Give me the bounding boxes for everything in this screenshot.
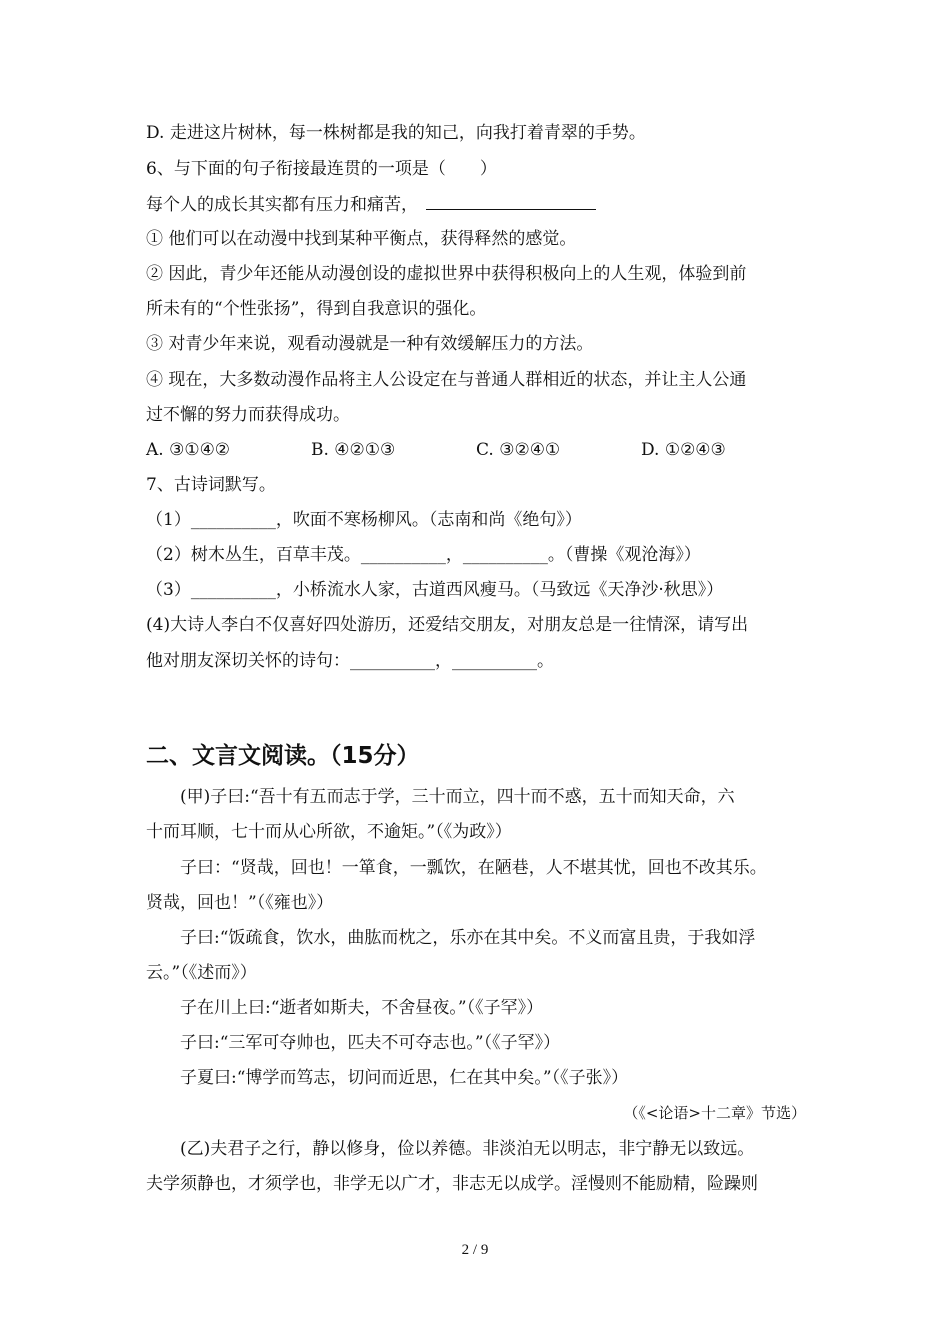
q6-item: 过不懈的努力而获得成功。 [146, 405, 350, 425]
passage-line: 十而耳顺，七十而从心所欲，不逾矩。”（《为政》） [146, 822, 512, 842]
passage-line: 贤哉，回也！”（《雍也》） [146, 893, 334, 913]
q7-line: （2）树木丛生，百草丰茂。__________，__________。（曹操《观沧海》） [146, 545, 701, 565]
q6-answer-blank[interactable] [426, 192, 596, 210]
q6-item: ④ 现在，大多数动漫作品将主人公设定在与普通人群相近的状态，并让主人公通 [146, 370, 747, 390]
q6-option-b[interactable]: B. ④②①③ [311, 440, 396, 460]
passage-line: 子夏曰:“博学而笃志，切问而近思，仁在其中矣。”（《子张》） [180, 1068, 629, 1088]
passage-line: (甲)子曰:“吾十有五而志于学，三十而立，四十而不惑，五十而知天命，六 [180, 787, 735, 807]
passage-line: 子曰:“三军可夺帅也，匹夫不可夺志也。”（《子罕》） [180, 1033, 561, 1053]
q6-options [146, 438, 726, 462]
passage-b-line: 夫学须静也，才须学也，非学无以广才，非志无以成学。淫慢则不能励精，险躁则 [146, 1174, 758, 1194]
q6-option-c[interactable]: C. ③②④① [476, 440, 561, 460]
section-heading: 二、文言文阅读。（15分） [146, 743, 420, 769]
q6-stem: 6、与下面的句子衔接最连贯的一项是（ ） [146, 159, 497, 179]
q7-line: （3）__________，小桥流水人家，古道西风瘦马。（马致远《天净沙·秋思》） [146, 580, 724, 600]
source-note: （《<论语>十二章》节选） [623, 1104, 806, 1122]
q6-item: ③ 对青少年来说，观看动漫就是一种有效缓解压力的方法。 [146, 334, 594, 354]
passage-line: 云。”（《述而》） [146, 963, 257, 983]
page-number: 2 / 9 [461, 1242, 489, 1258]
q6-item: 所未有的“个性张扬”，得到自我意识的强化。 [146, 299, 487, 319]
q7-line: (4)大诗人李白不仅喜好四处游历，还爱结交朋友，对朋友总是一往情深，请写出 [146, 615, 749, 635]
q5-option-d: D. 走进这片树林，每一株树都是我的知己，向我打着青翠的手势。 [146, 123, 646, 143]
passage-line: 子在川上曰:“逝者如斯夫，不舍昼夜。”（《子罕》） [180, 998, 544, 1018]
q6-sentence-text: 每个人的成长其实都有压力和痛苦， [146, 195, 418, 215]
q6-option-a[interactable]: A. ③①④② [146, 440, 231, 460]
q6-item: ① 他们可以在动漫中找到某种平衡点，获得释然的感觉。 [146, 229, 577, 249]
passage-line: 子曰：“贤哉，回也！一箪食，一瓢饮，在陋巷，人不堪其忧，回也不改其乐。 [180, 858, 767, 878]
q7-line: 他对朋友深切关怀的诗句：__________，__________。 [146, 651, 554, 671]
passage-line: 子曰:“饭疏食，饮水，曲肱而枕之，乐亦在其中矣。不义而富且贵，于我如浮 [180, 928, 756, 948]
q7-stem: 7、古诗词默写。 [146, 475, 276, 495]
q6-item: ② 因此，青少年还能从动漫创设的虚拟世界中获得积极向上的人生观，体验到前 [146, 264, 747, 284]
q6-option-d[interactable]: D. ①②④③ [641, 440, 726, 460]
q6-sentence [146, 192, 596, 217]
q7-line: （1）__________，吹面不寒杨柳风。（志南和尚《绝句》） [146, 510, 582, 530]
passage-b-line: (乙)夫君子之行，静以修身，俭以养德。非淡泊无以明志，非宁静无以致远。 [180, 1139, 755, 1159]
